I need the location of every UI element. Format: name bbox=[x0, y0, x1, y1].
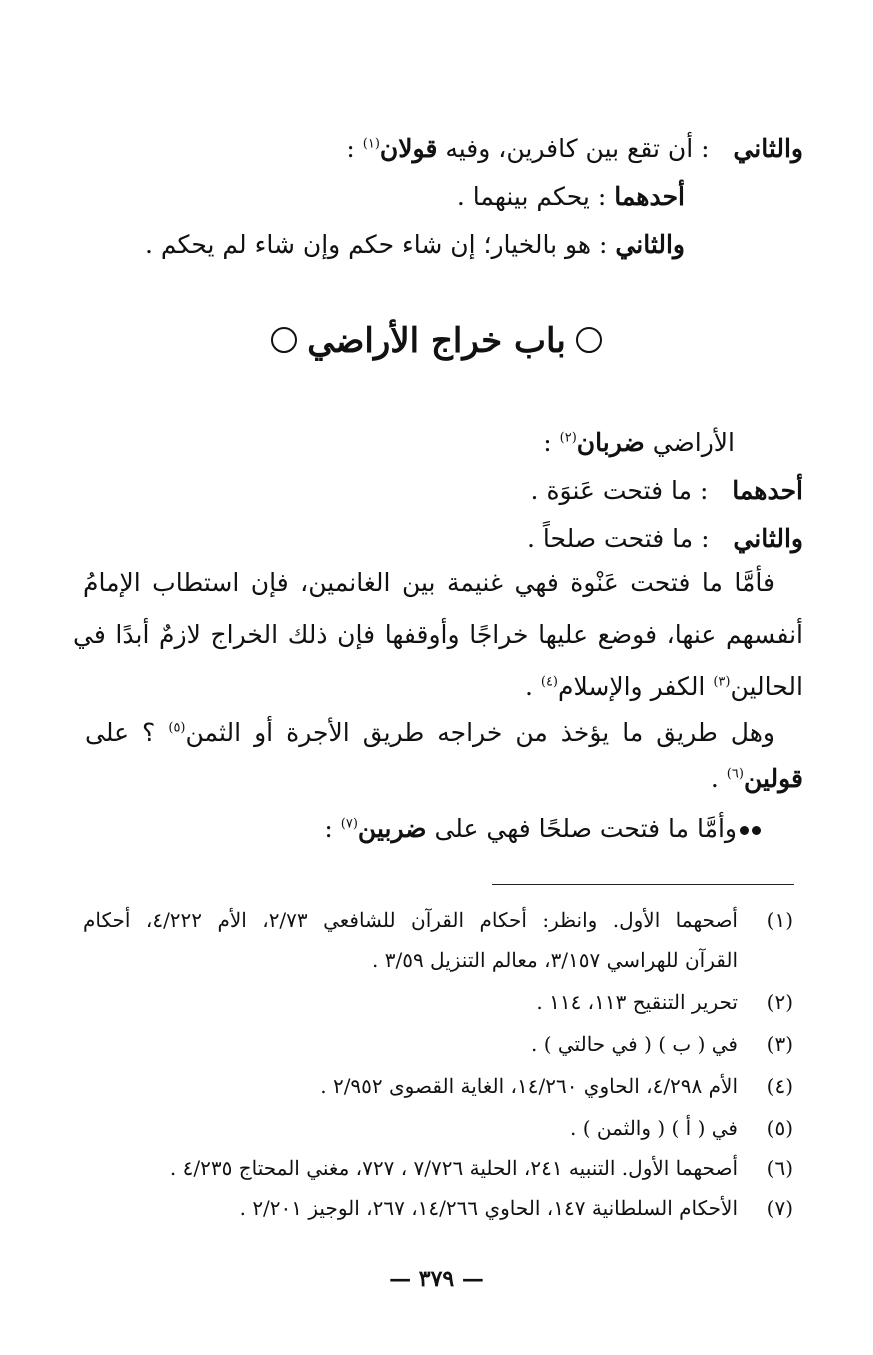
footnote-ref-1[interactable]: (١) bbox=[362, 136, 380, 152]
intro-bold: ضربان bbox=[576, 428, 645, 457]
footnote-1-line2: القرآن للهراسي ٣/١٥٧، معالم التنزيل ٣/٥٩ . bbox=[372, 948, 738, 972]
footnote-ref-2[interactable]: (٢) bbox=[559, 430, 577, 446]
footnote-2: تحرير التنقيح ١١٣، ١١٤ . bbox=[536, 990, 738, 1014]
para1-period: . bbox=[524, 672, 533, 701]
second-type-text: : ما فتحت صلحاً . bbox=[526, 524, 710, 553]
footnote-number: (٦) bbox=[766, 1156, 793, 1180]
para1-text-2: أنفسهم عنها، فوضع عليها خراجًا وأوقفها فإن ذلك الخراج لازمٌ أبدًا في bbox=[73, 620, 803, 649]
footnote-5: في ( أ ) ( والثمن ) . bbox=[570, 1116, 738, 1140]
bold-darbayn: ضربين bbox=[357, 814, 427, 843]
text-line-3: : هو بالخيار؛ إن شاء حكم وإن شاء لم يحكم . bbox=[144, 230, 608, 259]
para1-text-3b: الكفر والإسلام bbox=[558, 672, 706, 701]
footnote-ref-4[interactable]: (٤) bbox=[540, 674, 558, 690]
para2-line1 bbox=[85, 716, 803, 750]
top-line-1 bbox=[346, 132, 803, 166]
intro-line bbox=[543, 426, 735, 460]
text-line-1: : أن تقع بين كافرين، وفيه bbox=[445, 134, 710, 163]
first-type-line bbox=[531, 474, 803, 508]
first-type-label: أحدهما bbox=[732, 476, 803, 505]
footnote-ref-7[interactable]: (٧) bbox=[340, 816, 358, 832]
para3-line bbox=[324, 812, 761, 846]
para3-text: وأمَّا ما فتحت صلحًا فهي على bbox=[434, 814, 737, 843]
intro-text: الأراضي bbox=[652, 428, 735, 457]
footnote-text: أصحهما الأول. وانظر: أحكام القرآن للشافعي ٢/٧٣، الأم ٤/٢٢٢، أحكام bbox=[83, 908, 738, 932]
footnote-3: في ( ب ) ( في حالتي ) . bbox=[531, 1032, 738, 1056]
text-line-2: : يحكم بينهما . bbox=[456, 182, 607, 211]
footnote-ref-5[interactable]: (٥) bbox=[168, 720, 186, 736]
footnote-number: (٢) bbox=[766, 990, 793, 1014]
label-first: أحدهما bbox=[614, 182, 685, 211]
footnote-1-line1 bbox=[83, 906, 738, 934]
footnote-separator bbox=[492, 884, 794, 885]
footnote-ref-3[interactable]: (٣) bbox=[713, 674, 731, 690]
para1-line1 bbox=[83, 566, 803, 600]
footnote-ref-6[interactable]: (٦) bbox=[726, 766, 744, 782]
footnote-number: (٥) bbox=[766, 1116, 793, 1140]
bold-qawlayn: قولين bbox=[743, 764, 803, 793]
para3-colon: : bbox=[324, 814, 333, 843]
label-second: والثاني bbox=[733, 134, 803, 163]
footnote-7: الأحكام السلطانية ١٤٧، الحاوي ١٤/٢٦٦، ٢٦٧، الوجيز ٢/٢٠١ . bbox=[239, 1196, 738, 1220]
footnote-number: (٤) bbox=[766, 1074, 793, 1098]
circle-ornament-icon bbox=[576, 327, 602, 353]
footnote-number: (٧) bbox=[766, 1196, 793, 1220]
para2-question: ؟ على bbox=[85, 718, 156, 747]
first-type-text: : ما فتحت عَنوَة . bbox=[530, 476, 709, 505]
second-type-label: والثاني bbox=[733, 524, 803, 553]
top-line-3 bbox=[145, 228, 685, 262]
colon: : bbox=[346, 134, 355, 163]
para2-line2 bbox=[711, 762, 803, 796]
para1-line2 bbox=[73, 618, 803, 652]
para1-text-1: فأمَّا ما فتحت عَنْوة فهي غنيمة بين الغانمين، فإن استطاب الإمامُ bbox=[83, 568, 775, 597]
para2-text-1: وهل طريق ما يؤخذ من خراجه طريق الأجرة أو الثمن bbox=[185, 718, 775, 747]
page-number: — ٣٧٩ — bbox=[389, 1266, 484, 1292]
label-second-2: والثاني bbox=[615, 230, 685, 259]
section-heading bbox=[0, 318, 873, 364]
footnote-4: الأم ٤/٢٩٨، الحاوي ١٤/٢٦٠، الغاية القصوى ٢/٩٥٢ . bbox=[320, 1074, 738, 1098]
footnote-number: (١) bbox=[766, 908, 793, 932]
heading-title: باب خراج الأراضي bbox=[307, 321, 566, 361]
top-line-2 bbox=[457, 180, 685, 214]
second-type-line bbox=[527, 522, 803, 556]
para1-line3 bbox=[525, 670, 803, 704]
footnote-6: أصحهما الأول. التنبيه ٢٤١، الحلية ٧/٧٢٦ ، ٧٢٧، مغني المحتاج ٤/٢٣٥ . bbox=[169, 1156, 738, 1180]
para1-text-3a: الحالين bbox=[730, 672, 803, 701]
bold-qawlan: قولان bbox=[379, 134, 438, 163]
bullet-dots-icon bbox=[737, 812, 761, 846]
para2-period: . bbox=[710, 764, 719, 793]
circle-ornament-icon bbox=[271, 327, 297, 353]
intro-colon: : bbox=[543, 428, 552, 457]
footnote-number: (٣) bbox=[766, 1032, 793, 1056]
